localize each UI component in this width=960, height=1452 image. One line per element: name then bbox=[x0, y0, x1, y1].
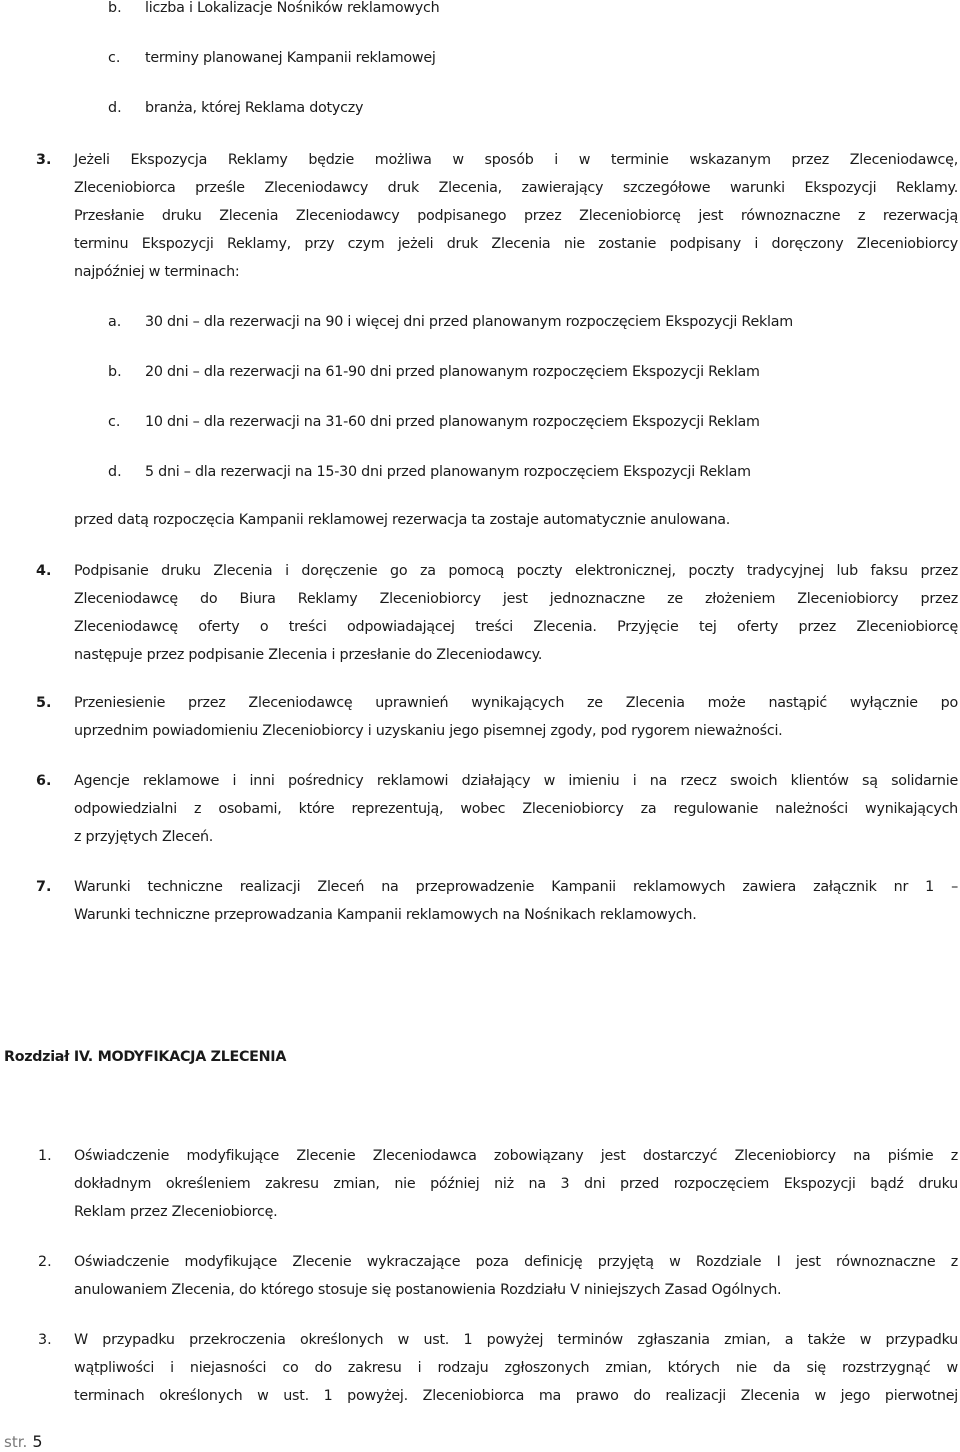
paragraph-line: najpóźniej w terminach: bbox=[74, 264, 240, 280]
paragraph-line: Podpisanie druku Zlecenia i doręczenie go za pomocą poczty elektronicznej, poczty tradycyjnej lub faksu przez bbox=[74, 563, 958, 579]
list-item-text: liczba i Lokalizacje Nośników reklamowych bbox=[145, 0, 440, 16]
paragraph-line: Zleceniobiorca prześle Zleceniodawcy druk Zlecenia, zawierający szczegółowe warunki Ekspozycji Reklamy. bbox=[74, 180, 958, 196]
paragraph-line: Warunki techniczne realizacji Zleceń na przeprowadzenie Kampanii reklamowych zawiera załącznik nr 1 – bbox=[74, 879, 958, 895]
point-number: 3. bbox=[36, 152, 52, 168]
paragraph-closing: przed datą rozpoczęcia Kampanii reklamowej rezerwacja ta zostaje automatycznie anulowana. bbox=[74, 512, 731, 528]
modification-number: 2. bbox=[38, 1254, 52, 1270]
page-number bbox=[4, 1432, 43, 1452]
paragraph-line: z przyjętych Zleceń. bbox=[74, 829, 214, 845]
paragraph-line: W przypadku przekroczenia określonych w ust. 1 powyżej terminów zgłaszania zmian, a także w przypadku bbox=[74, 1332, 958, 1348]
paragraph-line: anulowaniem Zlecenia, do którego stosuje się postanowienia Rozdziału V niniejszych Zasad Ogólnych. bbox=[74, 1282, 782, 1298]
paragraph-line: Oświadczenie modyfikujące Zlecenie wykraczające poza definicję przyjętą w Rozdziale I jest równoznaczne z bbox=[74, 1254, 958, 1270]
paragraph-line: terminu Ekspozycji Reklamy, przy czym jeżeli druk Zlecenia nie zostanie podpisany i doręczony Zleceniobiorcy bbox=[74, 236, 958, 252]
paragraph-line: Przeniesienie przez Zleceniodawcę uprawnień wynikających ze Zlecenia może nastąpić wyłącznie po bbox=[74, 695, 958, 711]
paragraph-line: odpowiedzialni z osobami, które reprezentują, wobec Zleceniobiorcy za regulowanie należności wynikających bbox=[74, 801, 958, 817]
paragraph-line: Zleceniodawcę oferty o treści odpowiadającej treści Zlecenia. Przyjęcie tej oferty przez Zleceniobiorcę bbox=[74, 619, 958, 635]
modification-number: 3. bbox=[38, 1332, 52, 1348]
paragraph-line: następuje przez podpisanie Zlecenia i przesłanie do Zleceniodawcy. bbox=[74, 647, 543, 663]
modification-number: 1. bbox=[38, 1148, 52, 1164]
paragraph-line: Warunki techniczne przeprowadzania Kampanii reklamowych na Nośnikach reklamowych. bbox=[74, 907, 697, 923]
point-number: 5. bbox=[36, 695, 52, 711]
page-prefix: str. bbox=[4, 1433, 28, 1451]
sub-item-text: 30 dni – dla rezerwacji na 90 i więcej dni przed planowanym rozpoczęciem Ekspozycji Reklam bbox=[145, 314, 793, 330]
paragraph-line: terminach określonych w ust. 1 powyżej. Zleceniobiorca ma prawo do realizacji Zlecenia w jego pierwotnej bbox=[74, 1388, 958, 1404]
paragraph-line: uprzednim powiadomieniu Zleceniobiorcy i uzyskaniu jego pisemnej zgody, pod rygorem nieważności. bbox=[74, 723, 783, 739]
list-letter: c. bbox=[108, 50, 121, 66]
point-number: 6. bbox=[36, 773, 52, 789]
list-letter: d. bbox=[108, 100, 122, 116]
section-heading: Rozdział IV. MODYFIKACJA ZLECENIA bbox=[4, 1049, 287, 1065]
sub-item-text: 5 dni – dla rezerwacji na 15-30 dni przed planowanym rozpoczęciem Ekspozycji Reklam bbox=[145, 464, 751, 480]
paragraph-line: dokładnym określeniem zakresu zmian, nie później niż na 3 dni przed rozpoczęciem Ekspozycji bądź druku bbox=[74, 1176, 958, 1192]
paragraph-line: Oświadczenie modyfikujące Zlecenie Zleceniodawca zobowiązany jest dostarczyć Zleceniobiorcy na piśmie z bbox=[74, 1148, 958, 1164]
paragraph-line: Reklam przez Zleceniobiorcę. bbox=[74, 1204, 278, 1220]
point-number: 4. bbox=[36, 563, 52, 579]
sub-item-text: 20 dni – dla rezerwacji na 61-90 dni przed planowanym rozpoczęciem Ekspozycji Reklam bbox=[145, 364, 760, 380]
paragraph-line: Jeżeli Ekspozycja Reklamy będzie możliwa w sposób i w terminie wskazanym przez Zleceniodawcę, bbox=[74, 152, 958, 168]
sub-item-text: 10 dni – dla rezerwacji na 31-60 dni przed planowanym rozpoczęciem Ekspozycji Reklam bbox=[145, 414, 760, 430]
sub-item-letter: b. bbox=[108, 364, 122, 380]
paragraph-line: Agencje reklamowe i inni pośrednicy reklamowi działający w imieniu i na rzecz swoich klientów są solidarnie bbox=[74, 773, 958, 789]
list-letter: b. bbox=[108, 0, 122, 16]
paragraph-line: wątpliwości i niejasności co do zakresu i rodzaju zgłoszonych zmian, których nie da się rozstrzygnąć w bbox=[74, 1360, 958, 1376]
point-number: 7. bbox=[36, 879, 52, 895]
sub-item-letter: c. bbox=[108, 414, 121, 430]
paragraph-line: Zleceniodawcę do Biura Reklamy Zleceniobiorcy jest jednoznaczne ze złożeniem Zleceniobiorcy przez bbox=[74, 591, 958, 607]
sub-item-letter: d. bbox=[108, 464, 122, 480]
sub-item-letter: a. bbox=[108, 314, 122, 330]
page-number-value: 5 bbox=[32, 1432, 43, 1451]
paragraph-line: Przesłanie druku Zlecenia Zleceniodawcy podpisanego przez Zleceniobiorcę jest równoznaczne z rezerwacją bbox=[74, 208, 958, 224]
list-item-text: branża, której Reklama dotyczy bbox=[145, 100, 364, 116]
list-item-text: terminy planowanej Kampanii reklamowej bbox=[145, 50, 436, 66]
